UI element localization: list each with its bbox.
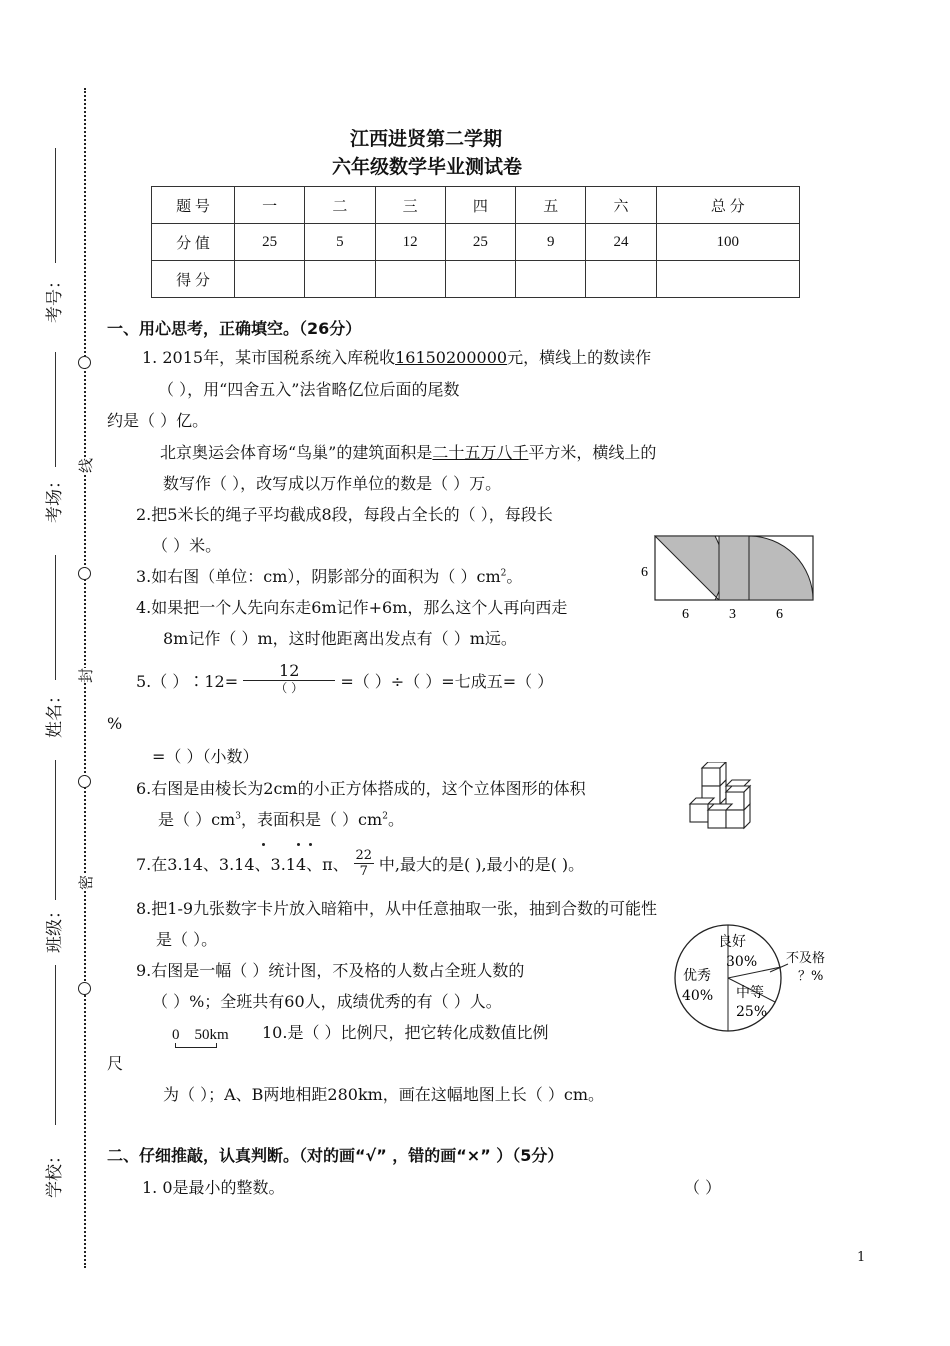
- q1-line5: 数写作（ ），改写成以万作单位的数是（ ）万。: [163, 474, 502, 493]
- table-cell: 得 分: [152, 261, 235, 298]
- q1-line3: 约是（ ）亿。: [107, 411, 209, 430]
- school-label: 学校：: [45, 1147, 65, 1198]
- underlined-words: 二十五万八千: [432, 443, 529, 462]
- q5-fraction: 12 （ ）: [243, 662, 335, 695]
- q2-line1: 2.把5米长的绳子平均截成8段，每段占全长的（ ），每段长: [136, 505, 553, 524]
- binding-hole: [78, 982, 91, 995]
- table-cell: 题 号: [152, 187, 235, 224]
- q9-line1: 9.右图是一幅（ ）统计图，不及格的人数占全班人数的: [136, 961, 525, 980]
- exam-number-label: 考号：: [45, 272, 65, 323]
- q4-line2: 8m记作（ ）m，这时他距离出发点有（ ）m远。: [163, 629, 517, 648]
- table-cell: 25: [235, 224, 305, 261]
- q10-line1: 10.是（ ）比例尺，把它转化成数值比例: [262, 1023, 549, 1042]
- table-cell: 一: [235, 187, 305, 224]
- q6-line1: 6.右图是由棱长为2cm的小正方体搭成的，这个立体图形的体积: [136, 779, 586, 798]
- score-input-cell[interactable]: [656, 261, 799, 298]
- page-title: 江西进贤第二学期: [350, 128, 503, 150]
- scale-line: [175, 1043, 217, 1048]
- pie-value-fail: ？%: [798, 969, 824, 984]
- table-cell: 25: [445, 224, 515, 261]
- q4-line1: 4.如果把一个人先向东走6m记作+6m，那么这个人再向西走: [136, 598, 568, 617]
- seal-mark-seal: 封: [77, 667, 96, 684]
- score-input-cell[interactable]: [235, 261, 305, 298]
- underlined-number: 16150200000: [395, 348, 508, 367]
- table-cell: 12: [375, 224, 445, 261]
- score-input-cell[interactable]: [516, 261, 586, 298]
- binding-hole: [78, 775, 91, 788]
- q7-fraction: $\frac{22}{7}$: [355, 848, 373, 879]
- q7-line: 7.在3.14、3.14、3.14、π、 $\frac{22}{7}$ 中,最大的是( ),最小的是( )。: [136, 848, 585, 879]
- repeating-dot: [262, 843, 265, 846]
- q10-scale-bar: 0 50km: [172, 1027, 229, 1043]
- q3-width-label: 6: [776, 607, 783, 622]
- q9-line2: （ ）%；全班共有60人，成绩优秀的有（ ）人。: [152, 992, 502, 1011]
- binding-hole: [78, 356, 91, 369]
- q3-shaded-figure: [640, 532, 820, 624]
- score-input-cell[interactable]: [375, 261, 445, 298]
- table-cell: 四: [445, 187, 515, 224]
- q10-line3: 为（ ）；A、B两地相距280km，画在这幅地图上长（ ）cm。: [163, 1085, 605, 1104]
- table-row: [152, 224, 800, 261]
- q8-line1: 8.把1-9九张数字卡片放入暗箱中，从中任意抽取一张，抽到合数的可能性: [136, 899, 658, 918]
- score-input-cell[interactable]: [445, 261, 515, 298]
- table-cell: 9: [516, 224, 586, 261]
- pie-label-excellent: 优秀: [683, 968, 711, 984]
- table-cell: 三: [375, 187, 445, 224]
- q3-height-label: 6: [641, 565, 648, 580]
- seal-mark-secret: 密: [77, 874, 96, 891]
- pie-value-good: 30%: [726, 954, 758, 970]
- seal-mark-line: 线: [77, 457, 96, 474]
- pie-label-good: 良好: [718, 934, 746, 950]
- exam-room-label: 考场：: [45, 472, 65, 523]
- section2-title: 二、仔细推敲，认真判断。（对的画“√” ，错的画“×” ）（5分）: [107, 1146, 564, 1165]
- score-input-cell[interactable]: [586, 261, 656, 298]
- q6-cube-figure: [688, 762, 760, 834]
- s2-q1-answer-box[interactable]: （ ）: [684, 1178, 722, 1197]
- class-label: 班级：: [45, 902, 65, 953]
- table-cell: 五: [516, 187, 586, 224]
- q6-line2: 是（ ）$cm^3$，表面积是（ ）$cm^2$。: [158, 810, 404, 829]
- table-cell: 分 值: [152, 224, 235, 261]
- q10-line2: 尺: [107, 1054, 124, 1073]
- page-number: 1: [857, 1250, 866, 1265]
- pie-value-average: 25%: [736, 1004, 768, 1020]
- q1-line4: 北京奥运会体育场“鸟巢”的建筑面积是二十五万八千平方米，横线上的: [160, 443, 657, 462]
- q3-line: 3.如右图（单位：cm），阴影部分的面积为（ ）$cm^2$。: [136, 567, 523, 586]
- q3-width-label: 3: [729, 607, 736, 622]
- binding-hole: [78, 567, 91, 580]
- table-cell: 二: [305, 187, 375, 224]
- pie-label-average: 中等: [736, 985, 764, 1001]
- q3-width-label: 6: [682, 607, 689, 622]
- table-cell: 5: [305, 224, 375, 261]
- section1-title: 一、用心思考，正确填空。（26分）: [107, 319, 362, 338]
- table-row: [152, 187, 800, 224]
- q8-line2: 是（ ）。: [156, 930, 218, 949]
- q5-line: 5.（ ）∶12= 12 （ ） =（ ）÷（ ）=七成五=（ ）: [136, 661, 554, 695]
- score-input-cell[interactable]: [305, 261, 375, 298]
- q9-pie-chart: [672, 922, 844, 1034]
- q1-line2: （ ），用“四舍五入”法省略亿位后面的尾数: [158, 380, 460, 399]
- score-table: [151, 186, 800, 298]
- table-cell: 总 分: [656, 187, 799, 224]
- table-cell: 六: [586, 187, 656, 224]
- q5-percent: %: [107, 714, 123, 733]
- repeating-dot: [297, 843, 300, 846]
- pie-label-fail: 不及格: [786, 951, 826, 966]
- q2-line2: （ ）米。: [152, 536, 222, 555]
- s2-q1: 1. 0是最小的整数。: [142, 1178, 285, 1197]
- page-subtitle: 六年级数学毕业测试卷: [332, 156, 523, 178]
- table-cell: 100: [656, 224, 799, 261]
- q1-line1: 1. 2015年，某市国税系统入库税收16150200000元，横线上的数读作: [142, 348, 652, 367]
- name-label: 姓名：: [45, 687, 65, 738]
- pie-value-excellent: 40%: [682, 988, 714, 1004]
- table-row: [152, 261, 800, 298]
- q5-decimal-line: =（ ）（小数）: [152, 747, 259, 766]
- repeating-dot: [309, 843, 312, 846]
- table-cell: 24: [586, 224, 656, 261]
